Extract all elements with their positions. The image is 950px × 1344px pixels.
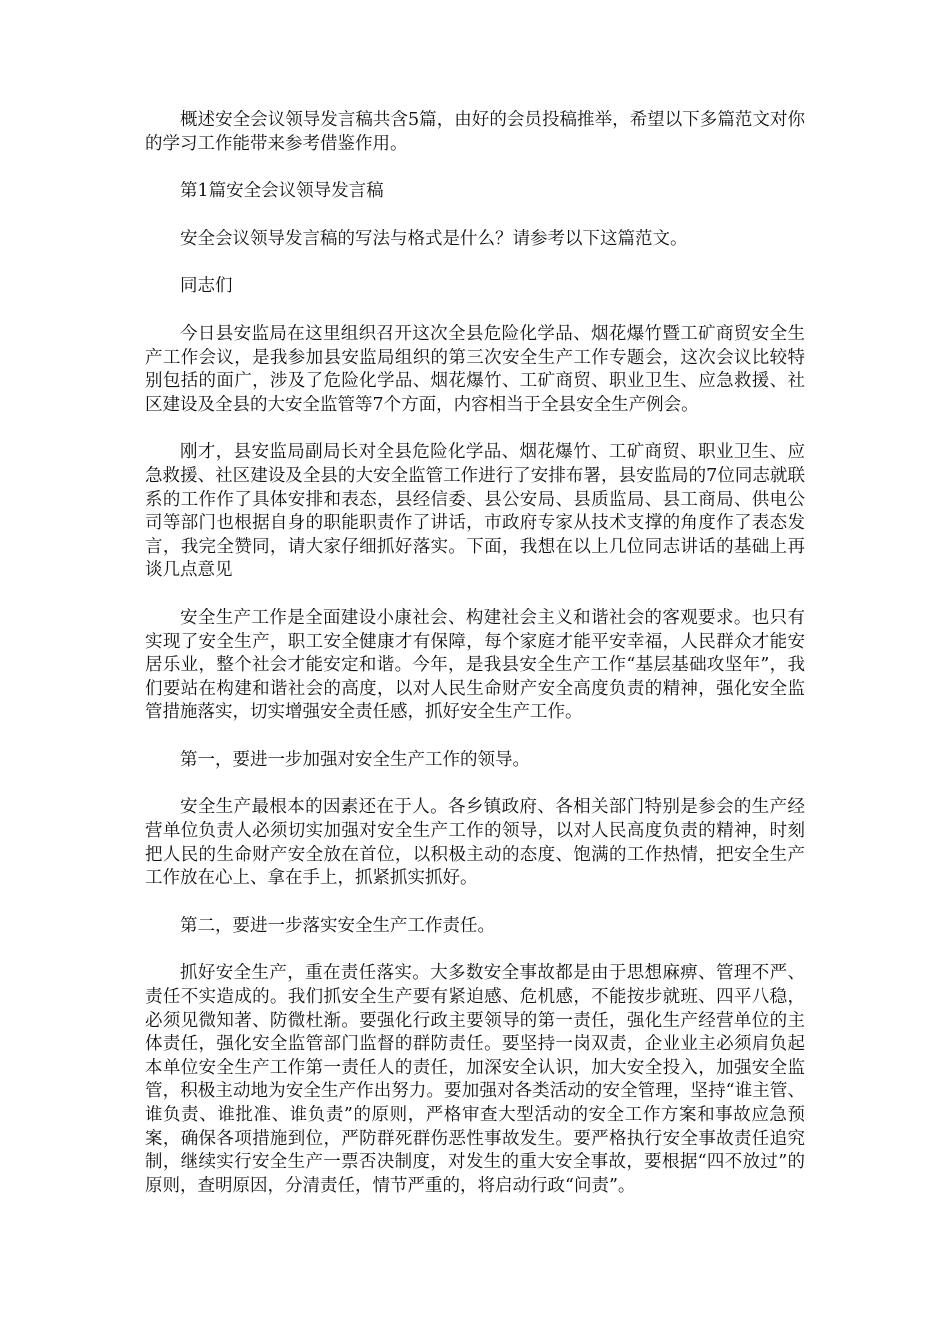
body-paragraph: 安全生产工作是全面建设小康社会、构建社会主义和谐社会的客观要求。也只有实现了安全生产，职工安全健康才有保障，每个家庭才能平安幸福，人民群众才能安居乐业，整个社会才能安定和谐。今年，是我县安全生产工作“基层基础攻坚年”，我们要站在构建和谐社会的高度，以对人民生命财产安全高度负责的精神，强化安全监管措施落实，切实增强安全责任感，抓好安全生产工作。 — [145, 607, 805, 723]
article-title: 第1篇安全会议领导发言稿 — [180, 181, 384, 202]
body-paragraph: 刚才，县安监局副局长对全县危险化学品、烟花爆竹、工矿商贸、职业卫生、应急救援、社区建设及全县的大安全监管工作进行了安排布署，县安监局的7位同志就联系的工作作了具体安排和表态，县经信委、县公安局、县质监局、县工商局、供电公司等部门也根据自身的职能职责作了讲话，市政府专家从技术支撑的角度作了表态发言，我完全赞同，请大家仔细抓好落实。下面，我想在以上几位同志讲话的基础上再谈几点意见 — [145, 442, 805, 581]
body-paragraph: 安全生产最根本的因素还在于人。各乡镇政府、各相关部门特别是参会的生产经营单位负责人必须切实加强对安全生产工作的领导，以对人民高度负责的精神，时刻把人民的生命财产安全放在首位，以积极主动的态度、饱满的工作热情，把安全生产工作放在心上、拿在手上，抓紧抓实抓好。 — [145, 797, 805, 889]
salutation: 同志们 — [180, 276, 233, 297]
section-heading-first: 第一，要进一步加强对安全生产工作的领导。 — [180, 749, 530, 770]
intro-paragraph: 概述安全会议领导发言稿共含5篇，由好的会员投稿推举，希望以下多篇范文对你的学习工作能带来参考借鉴作用。 — [145, 110, 805, 154]
article-lead: 安全会议领导发言稿的写法与格式是什么？请参考以下这篇范文。 — [180, 228, 688, 249]
document-page — [145, 109, 805, 1198]
section-heading-second: 第二，要进一步落实安全生产工作责任。 — [180, 915, 495, 936]
body-paragraph: 今日县安监局在这里组织召开这次全县危险化学品、烟花爆竹暨工矿商贸安全生产工作会议，是我参加县安监局组织的第三次安全生产工作专题会，这次会议比较特别包括的面广，涉及了危险化学品、烟花爆竹、工矿商贸、职业卫生、应急救援、社区建设及全县的大安全监管等7个方面，内容相当于全县安全生产例会。 — [145, 323, 805, 415]
body-paragraph: 抓好安全生产，重在责任落实。大多数安全事故都是由于思想麻痹、管理不严、责任不实造成的。我们抓安全生产要有紧迫感、危机感，不能按步就班、四平八稳，必须见微知著、防微杜渐。要强化行政主要领导的第一责任，强化生产经营单位的主体责任，强化安全监管部门监督的群防责任。要坚持一岗双责，企业业主必须肩负起本单位安全生产工作第一责任人的责任，加深安全认识，加大安全投入，加强安全监管，积极主动地为安全生产作出努力。要加强对各类活动的安全管理，坚持“谁主管、谁负责、谁批准、谁负责”的原则，严格审查大型活动的安全工作方案和事故应急预案，确保各项措施到位，严防群死群伤恶性事故发生。要严格执行安全事故责任追究制，继续实行安全生产一票否决制度，对发生的重大安全事故，要根据“四不放过”的原则，查明原因，分清责任，情节严重的，将启动行政“问责”。 — [145, 963, 805, 1196]
